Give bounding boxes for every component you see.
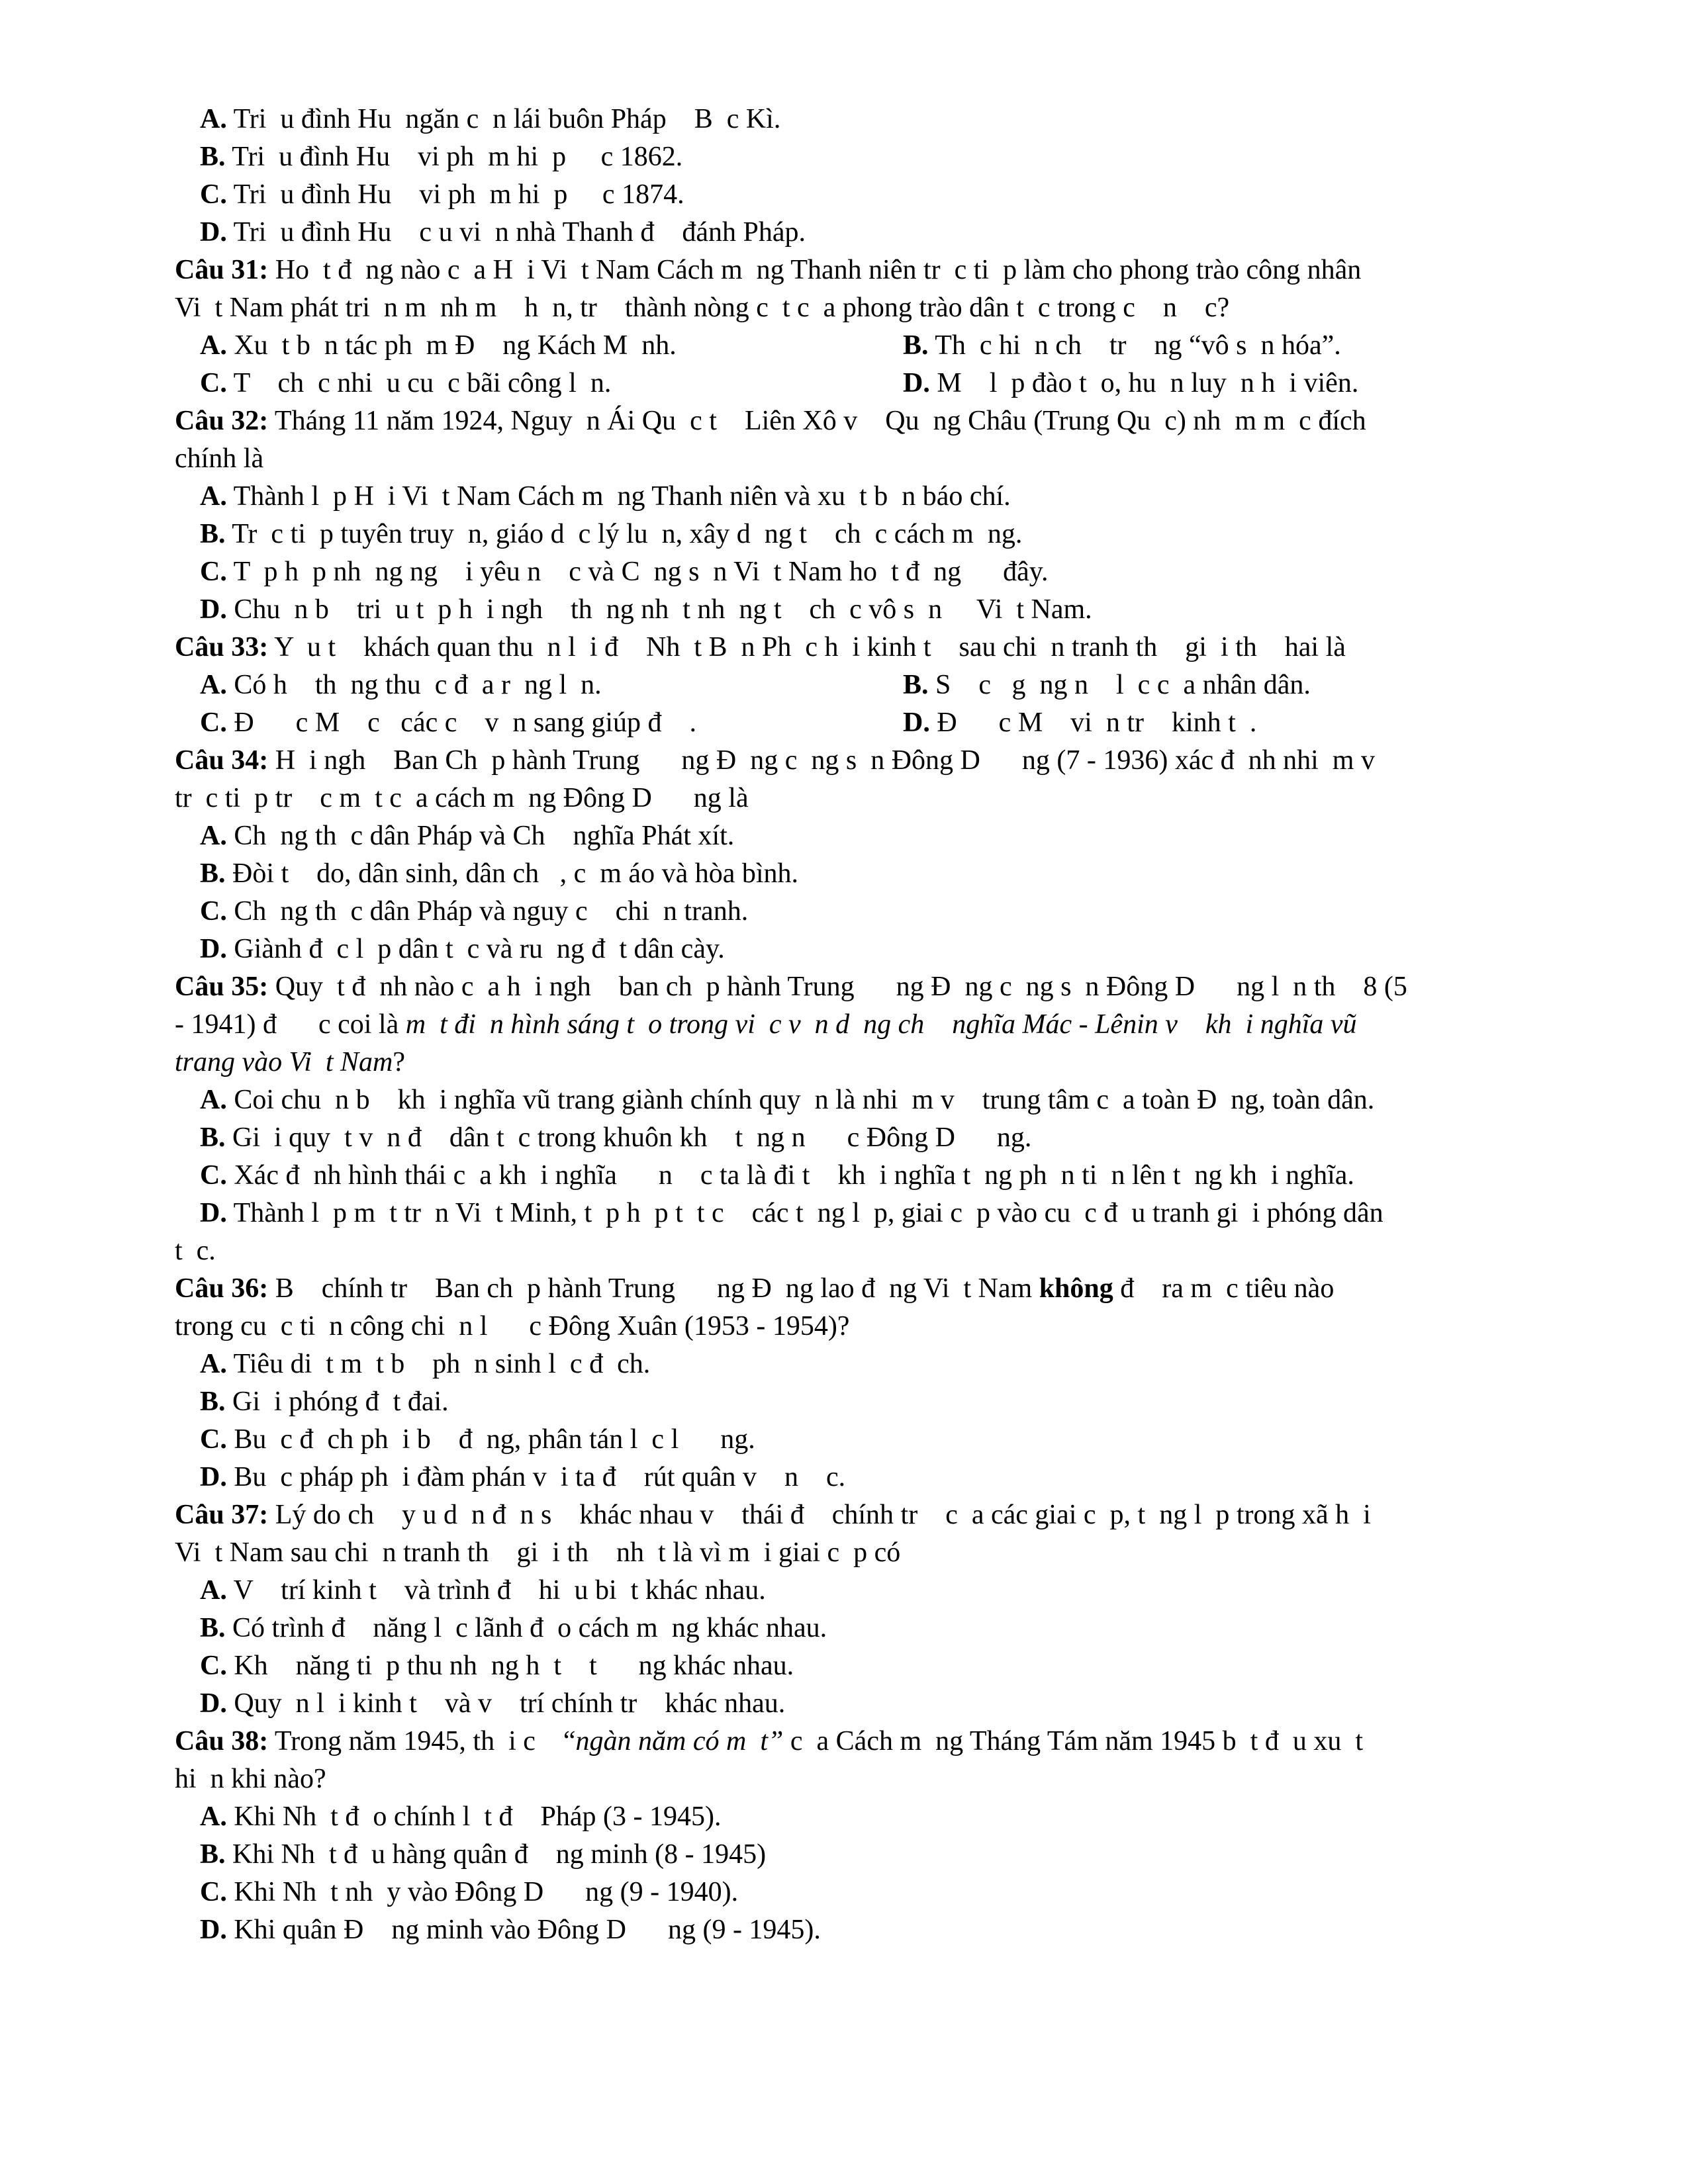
q38-option-c	[175, 1874, 1582, 1911]
q35-option-d	[175, 1195, 1582, 1232]
option-text: Bu c đ ch ph i b đ ng, phân tán l c l ng.	[226, 1424, 755, 1455]
option-label: C.	[200, 179, 227, 210]
question-stem	[175, 402, 1582, 440]
option-label: A.	[200, 670, 227, 700]
option-label: C.	[200, 1877, 227, 1907]
option-label: D.	[903, 368, 930, 398]
stem-quote: trang vào Vi t Nam	[175, 1047, 393, 1077]
question-stem-cont	[175, 1044, 1582, 1081]
q36-option-d	[175, 1459, 1582, 1496]
option-label: A.	[200, 104, 227, 134]
option-text: Khi Nh t đ o chính l t đ Pháp (3 - 1945).	[226, 1801, 722, 1832]
options-row	[175, 666, 1582, 704]
option-text: Gi i phóng đ t đai.	[225, 1387, 449, 1417]
option-text: V trí kinh t và trình đ hi u bi t khác nhau.	[226, 1575, 766, 1606]
q35-option-a	[175, 1081, 1582, 1119]
question-stem-cont: hi n khi nào?	[175, 1764, 326, 1794]
q38-option-b	[175, 1836, 1582, 1874]
option-label: A.	[200, 330, 227, 361]
stem-text: Quy t đ nh nào c a h i ngh ban ch p hành Trung ng Đ ng c ng s n Đông D ng l n th 8 (5	[268, 972, 1407, 1002]
q36-option-a	[175, 1345, 1582, 1383]
question-stem-cont	[175, 1006, 1582, 1044]
options-row	[175, 365, 1582, 402]
question-label: Câu 35:	[175, 972, 269, 1002]
option-text: Xu t b n tác ph m Đ ng Kách M nh.	[226, 330, 677, 361]
question-label: Câu 36:	[175, 1273, 269, 1304]
option-text: Có trình đ năng l c lãnh đ o cách m ng khác nhau.	[225, 1613, 827, 1643]
option-text: Khi Nh t đ u hàng quân đ ng minh (8 - 1945)	[225, 1839, 767, 1870]
stem-text: H i ngh Ban Ch p hành Trung ng Đ ng c ng s n Đông D ng (7 - 1936) xác đ nh nhi m v	[268, 745, 1375, 776]
q37-option-c	[175, 1647, 1582, 1685]
option-text: Tri u đình Hu ngăn c n lái buôn Pháp B c Kì.	[233, 104, 781, 134]
stem-text: Lý do ch y u d n đ n s khác nhau v thái đ chính tr c a các giai c p, t ng l p trong xã h i	[268, 1500, 1371, 1530]
q33-option-d	[903, 704, 1256, 742]
option-label: A.	[200, 1349, 227, 1379]
question-stem	[175, 1496, 1582, 1534]
q37-option-d	[175, 1685, 1582, 1723]
question-33	[175, 629, 1582, 742]
option-label: A.	[200, 821, 227, 851]
question-stem	[175, 629, 1582, 666]
stem-text: ?	[393, 1047, 406, 1077]
q32-option-a	[175, 478, 1582, 516]
stem-text: B chính tr Ban ch p hành Trung ng Đ ng lao đ ng Vi t Nam	[268, 1273, 1039, 1304]
question-32	[175, 402, 1582, 629]
option-text: Tr c ti p tuyên truy n, giáo d c lý lu n, xây d ng t ch c cách m ng.	[225, 519, 1023, 549]
question-stem	[175, 1723, 1582, 1760]
option-label: C.	[200, 707, 227, 738]
stem-emphasis: không	[1039, 1273, 1113, 1304]
question-stem-cont: trong cu c ti n công chi n l c Đông Xuân (1953 - 1954)?	[175, 1311, 850, 1342]
option-text: Th c hi n ch tr ng “vô s n hóa”.	[928, 330, 1341, 361]
stem-quote: ngàn năm có m t”	[575, 1726, 784, 1756]
option-label: A.	[200, 481, 227, 512]
q32-option-b	[175, 516, 1582, 553]
option-text: Thành l p m t tr n Vi t Minh, t p h p t t c các t ng l p, giai c p vào cu c đ u tranh gi i phóng dân	[226, 1198, 1383, 1228]
option-label: D.	[200, 1198, 227, 1228]
option-text: S c g ng n l c c a nhân dân.	[928, 670, 1311, 700]
q33-option-c	[175, 704, 903, 742]
option-label: B.	[903, 670, 929, 700]
q30-option-d	[175, 214, 1582, 251]
option-text: Quy n l i kinh t và v trí chính tr khác nhau.	[226, 1688, 786, 1719]
option-text: Xác đ nh hình thái c a kh i nghĩa n c ta là đi t kh i nghĩa t ng ph n ti n lên t ng kh i nghĩa.	[226, 1160, 1354, 1191]
q38-option-d	[175, 1911, 1582, 1949]
q34-option-d	[175, 931, 1582, 968]
option-label: A.	[200, 1801, 227, 1832]
q32-option-c	[175, 553, 1582, 591]
stem-text: Ho t đ ng nào c a H i Vi t Nam Cách m ng Thanh niên tr c ti p làm cho phong trào công nhân	[268, 255, 1362, 285]
option-text: Chu n b tri u t p h i ngh th ng nh t nh ng t ch c vô s n Vi t Nam.	[226, 594, 1092, 625]
option-text: Khi Nh t nh y vào Đông D ng (9 - 1940).	[226, 1877, 739, 1907]
question-31	[175, 251, 1582, 402]
option-text: Thành l p H i Vi t Nam Cách m ng Thanh niên và xu t b n báo chí.	[226, 481, 1011, 512]
option-label: D.	[200, 217, 227, 248]
question-label: Câu 37:	[175, 1500, 269, 1530]
option-text: Tri u đình Hu c u vi n nhà Thanh đ đánh Pháp.	[233, 217, 806, 248]
option-label: D.	[903, 707, 930, 738]
option-label: B.	[200, 519, 226, 549]
question-36	[175, 1270, 1582, 1496]
stem-text: c a Cách m ng Tháng Tám năm 1945 b t đ u xu t	[783, 1726, 1364, 1756]
option-text: Tri u đình Hu vi ph m hi p c 1862.	[232, 142, 683, 172]
option-text: M l p đào t o, hu n luy n h i viên.	[929, 368, 1359, 398]
option-label: B.	[200, 858, 226, 889]
q33-option-b	[903, 666, 1311, 704]
question-stem	[175, 742, 1582, 780]
q36-option-c	[175, 1421, 1582, 1459]
option-label: D.	[200, 934, 227, 964]
q36-option-b	[175, 1383, 1582, 1421]
question-label: Câu 34:	[175, 745, 269, 776]
stem-text: Trong năm 1945, th i c “	[268, 1726, 576, 1756]
q32-option-d	[175, 591, 1582, 629]
option-text: Giành đ c l p dân t c và ru ng đ t dân cày.	[226, 934, 725, 964]
option-label: C.	[200, 896, 227, 927]
option-label: C.	[200, 1424, 227, 1455]
option-text: Có h th ng thu c đ a r ng l n.	[226, 670, 602, 700]
stem-text: Y u t khách quan thu n l i đ Nh t B n Ph c h i kinh t sau chi n tranh th gi i th hai là	[268, 632, 1346, 662]
q37-option-a	[175, 1572, 1582, 1610]
option-text: T ch c nhi u cu c bãi công l n.	[226, 368, 612, 398]
question-37	[175, 1496, 1582, 1723]
option-text: Đ c M c các c v n sang giúp đ .	[226, 707, 697, 738]
q38-option-a	[175, 1798, 1582, 1836]
q31-option-b	[903, 327, 1341, 365]
option-label: A.	[200, 1575, 227, 1606]
option-label: D.	[200, 1688, 227, 1719]
q37-option-b	[175, 1610, 1582, 1647]
option-label: D.	[200, 594, 227, 625]
q33-option-a	[175, 666, 903, 704]
question-stem-cont: tr c ti p tr c m t c a cách m ng Đông D ng là	[175, 783, 749, 813]
question-label: Câu 32:	[175, 406, 269, 436]
option-text: Tri u đình Hu vi ph m hi p c 1874.	[233, 179, 684, 210]
option-label: B.	[903, 330, 929, 361]
q31-option-a	[175, 327, 903, 365]
q31-option-c	[175, 365, 903, 402]
question-38	[175, 1723, 1582, 1949]
option-label: C.	[200, 557, 227, 587]
option-label: B.	[200, 142, 226, 172]
option-label: C.	[200, 368, 227, 398]
question-label: Câu 38:	[175, 1726, 269, 1756]
option-text: Đ c M vi n tr kinh t .	[929, 707, 1257, 738]
option-text: Gi i quy t v n đ dân t c trong khuôn kh t ng n c Đông D ng.	[225, 1122, 1032, 1153]
option-text: Khi quân Đ ng minh vào Đông D ng (9 - 1945).	[226, 1915, 821, 1945]
option-text: Bu c pháp ph i đàm phán v i ta đ rút quân v n c.	[226, 1462, 846, 1492]
q34-option-b	[175, 855, 1582, 893]
option-label: C.	[200, 1160, 227, 1191]
option-text: T p h p nh ng ng i yêu n c và C ng s n Vi t Nam ho t đ ng đây.	[226, 557, 1049, 587]
question-34	[175, 742, 1582, 968]
option-text: Ch ng th c dân Pháp và nguy c chi n tranh.	[226, 896, 749, 927]
stem-text: - 1941) đ c coi là	[175, 1009, 406, 1040]
question-stem	[175, 968, 1582, 1006]
option-text: Kh năng ti p thu nh ng h t t ng khác nhau.	[226, 1651, 794, 1681]
q31-option-d	[903, 365, 1358, 402]
question-35	[175, 968, 1582, 1270]
options-row	[175, 327, 1582, 365]
option-text: Tiêu di t m t b ph n sinh l c đ ch.	[226, 1349, 651, 1379]
question-stem-cont: Vi t Nam phát tri n m nh m h n, tr thành nòng c t c a phong trào dân t c trong c n c?	[175, 293, 1230, 323]
option-label: D.	[200, 1915, 227, 1945]
q35-option-c	[175, 1157, 1582, 1195]
q34-option-a	[175, 817, 1582, 855]
option-label: B.	[200, 1122, 226, 1153]
q30-option-a	[175, 101, 1582, 138]
q34-option-c	[175, 893, 1582, 931]
stem-text: Tháng 11 năm 1924, Nguy n Ái Qu c t Liên Xô v Qu ng Châu (Trung Qu c) nh m m c đích	[268, 406, 1366, 436]
stem-quote: m t đi n hình sáng t o trong vi c v n d ng ch nghĩa Mác - Lênin v kh i nghĩa vũ	[405, 1009, 1357, 1040]
option-label: B.	[200, 1613, 226, 1643]
option-text-cont: t c.	[175, 1236, 216, 1266]
question-stem-cont: chính là	[175, 443, 264, 474]
question-stem	[175, 251, 1582, 289]
question-label: Câu 31:	[175, 255, 269, 285]
option-text: Đòi t do, dân sinh, dân ch , c m áo và hòa bình.	[225, 858, 799, 889]
stem-text: đ ra m c tiêu nào	[1113, 1273, 1335, 1304]
question-stem-cont: Vi t Nam sau chi n tranh th gi i th nh t là vì m i giai c p có	[175, 1537, 901, 1568]
q30-option-c	[175, 176, 1582, 214]
option-label: A.	[200, 1085, 227, 1115]
q35-option-b	[175, 1119, 1582, 1157]
option-text: Coi chu n b kh i nghĩa vũ trang giành chính quy n là nhi m v trung tâm c a toàn Đ ng, toàn dân.	[226, 1085, 1375, 1115]
question-label: Câu 33:	[175, 632, 269, 662]
option-text: Ch ng th c dân Pháp và Ch nghĩa Phát xít.	[226, 821, 735, 851]
question-stem	[175, 1270, 1582, 1308]
option-label: D.	[200, 1462, 227, 1492]
option-label: B.	[200, 1387, 226, 1417]
option-label: C.	[200, 1651, 227, 1681]
options-row	[175, 704, 1582, 742]
q30-option-b	[175, 138, 1582, 176]
option-label: B.	[200, 1839, 226, 1870]
